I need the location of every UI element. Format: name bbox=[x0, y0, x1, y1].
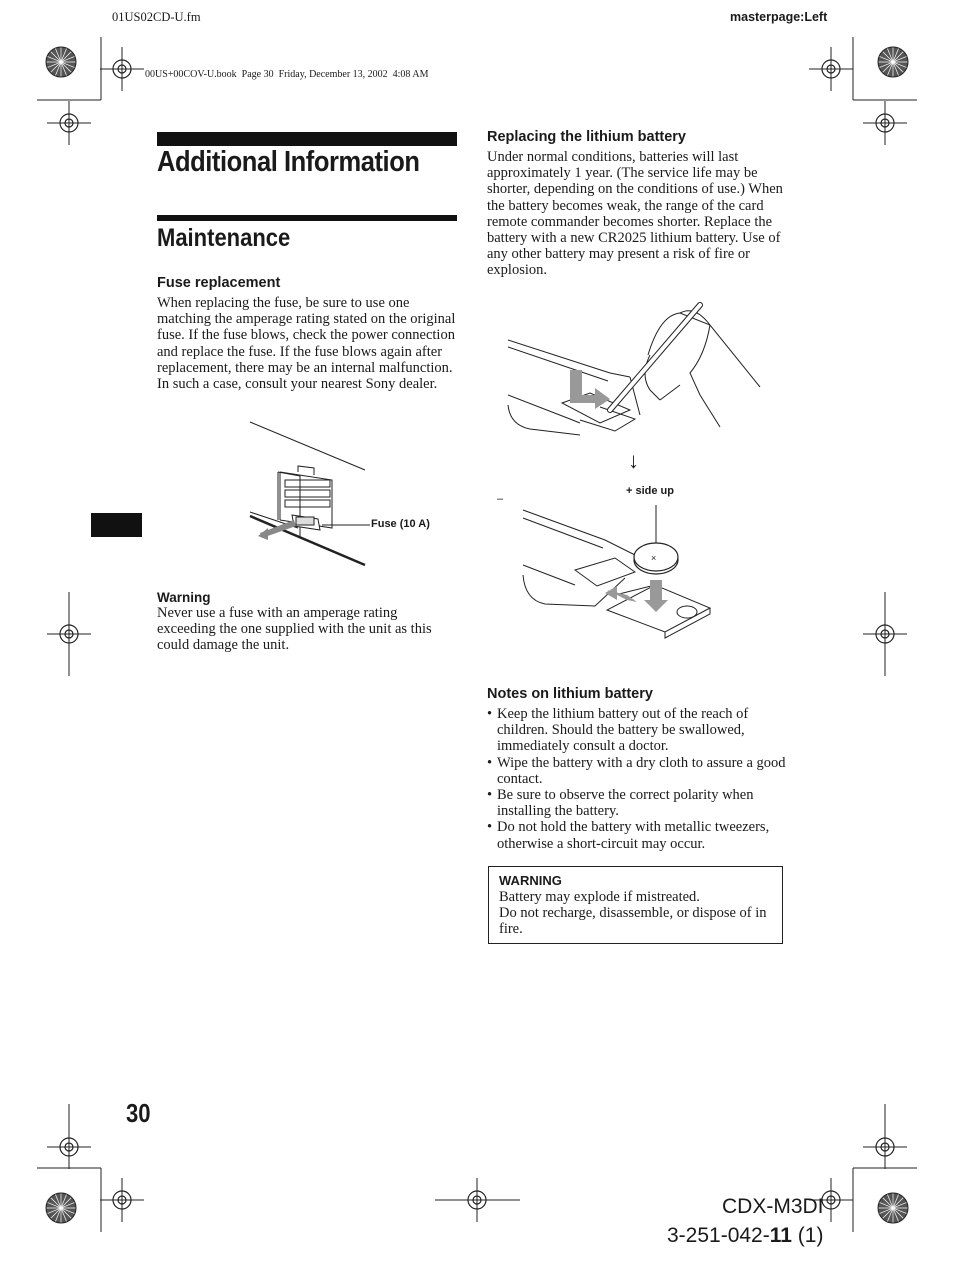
battery-insert-illustration bbox=[515, 500, 725, 645]
notes-list bbox=[487, 706, 787, 852]
warning-box-line1: Battery may explode if mistreated. bbox=[499, 889, 700, 905]
part-suffix: (1) bbox=[791, 1224, 824, 1247]
fuse-label: Fuse (10 A) bbox=[371, 518, 430, 530]
fuse-heading: Fuse replacement bbox=[157, 275, 281, 291]
header-masterpage: masterpage:Left bbox=[730, 10, 828, 24]
header-book-info: 00US+00COV-U.book Page 30 Friday, December 13, 2002 4:08 AM bbox=[145, 69, 429, 80]
page-number: 30 bbox=[126, 1098, 151, 1128]
side-up-label: + side up bbox=[626, 485, 674, 497]
battery-heading: Replacing the lithium battery bbox=[487, 129, 686, 145]
part-number bbox=[667, 1224, 823, 1248]
notes-heading: Notes on lithium battery bbox=[487, 686, 653, 702]
part-prefix: 3-251-042- bbox=[667, 1224, 770, 1247]
warning-box bbox=[488, 866, 783, 944]
battery-removal-illustration bbox=[500, 295, 770, 445]
model-name: CDX-M3DI bbox=[722, 1195, 824, 1218]
svg-text:×: × bbox=[651, 553, 657, 563]
warning-box-heading: WARNING bbox=[499, 873, 562, 888]
note-item: • Wipe the battery with a dry cloth to assure a good contact. bbox=[487, 755, 787, 787]
section-tab-marker bbox=[91, 513, 142, 537]
part-bold: 11 bbox=[769, 1224, 792, 1247]
note-item: • Be sure to observe the correct polarity when installing the battery. bbox=[487, 787, 787, 819]
warning-text: Never use a fuse with an amperage rating exceeding the one supplied with the unit as this could damage the unit. bbox=[157, 605, 432, 654]
down-arrow-icon: ↓ bbox=[628, 448, 639, 473]
minus-mark: – bbox=[497, 493, 504, 505]
warning-box-line2: Do not recharge, disassemble, or dispose of in fire. bbox=[499, 905, 767, 938]
note-item: • Keep the lithium battery out of the reach of children. Should the battery be swallowed, immediately consult a doctor. bbox=[487, 706, 787, 755]
battery-text: Under normal conditions, batteries will last approximately 1 year. (The service life may be shorter, depending on the conditions of use.) When the battery becomes weak, the range of the card remote commander becomes shorter. Replace the battery with a new CR2025 lithium battery. Use of any other battery may present a risk of fire or explosion. bbox=[487, 149, 783, 279]
fuse-text: When replacing the fuse, be sure to use one matching the amperage rating stated on the original fuse. If the fuse blows, check the power connection and replace the fuse. If the fuse blows again after replacement, there may be an internal malfunction. In such a case, consult your nearest Sony dealer. bbox=[157, 295, 456, 393]
header-filename: 01US02CD-U.fm bbox=[112, 10, 201, 24]
section-rule bbox=[157, 215, 457, 221]
page-title: Additional Information bbox=[157, 146, 420, 178]
fuse-illustration bbox=[240, 420, 460, 580]
warning-heading: Warning bbox=[157, 590, 211, 605]
title-rule bbox=[157, 132, 457, 146]
note-item: • Do not hold the battery with metallic tweezers, otherwise a short-circuit may occur. bbox=[487, 819, 787, 851]
section-title: Maintenance bbox=[157, 224, 291, 252]
